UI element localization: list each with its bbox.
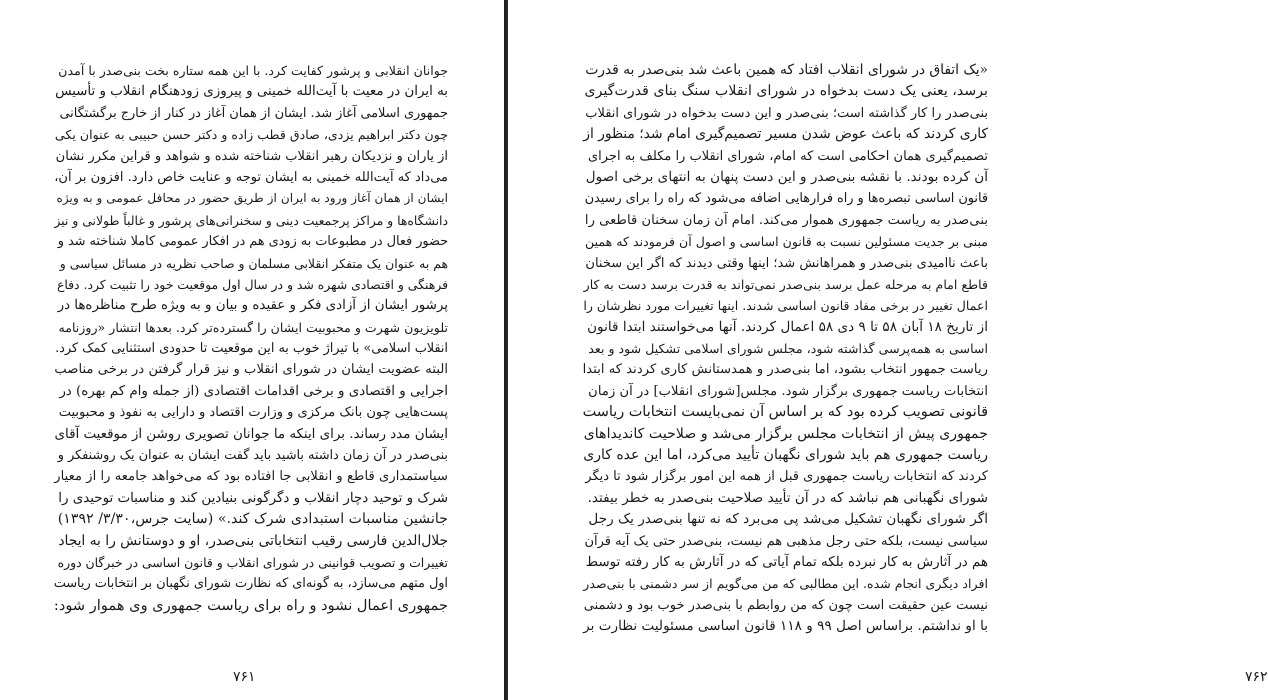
text-line: جمهوری اعمال نشود و راه برای ریاست جمهوری وی هموار شود: bbox=[53, 596, 448, 614]
text-line: جانشین مناسبات استبدادی شرک کند.» (سایت جرس،۳/۳۰/ ۱۳۹۲) bbox=[57, 511, 448, 528]
text-line: تغییرات و تصویب قوانینی در شورای انقلاب و قانون اساسی در خبرگان دوره bbox=[57, 554, 448, 570]
right-page-text-body bbox=[583, 60, 988, 638]
right-book-page bbox=[509, 0, 1268, 700]
text-line: البته عضویت ایشان در شورای انقلاب و نیز قرار گرفتن در برخی مناصب bbox=[54, 362, 448, 378]
text-line: ریاست جمهور انتخاب بشود، اما بنی‌صدر و همدستانش کاری کردند که ابتدا bbox=[582, 362, 988, 378]
text-line: شرک و توحید دچار انقلاب و دگرگونی بنیادین کند و مناسبات توحیدی را bbox=[58, 490, 448, 506]
text-line: کردند که انتخابات ریاست جمهوری قبل از همه این امور برگزار شود تا دیگر bbox=[585, 469, 988, 485]
text-line: باعث ناامیدی بنی‌صدر و همراهانش شد؛ اینها وقتی دیدند که اگر این سخنان bbox=[585, 255, 988, 271]
text-line: اگر شورای نگهبان تشکیل می‌شد پی می‌برد که نه تنها بنی‌صدر یک رجل bbox=[588, 511, 988, 528]
text-line: چون دکتر ابراهیم یزدی، صادق قطب زاده و دکتر حسن حبیبی به عنوان یکی bbox=[54, 127, 448, 143]
left-page-number: ۷۶۱ bbox=[233, 669, 256, 685]
text-line: قاطع امام به مرحله عمل برسد بنی‌صدر نمی‌تواند به قدرت برسد دست به کار bbox=[583, 276, 988, 292]
text-line: مبنی بر جدیت مسئولین نسبت به قانون اساسی و اصول آن فرمودند که همین bbox=[584, 234, 988, 250]
text-line: به ایران در معیت با آیت‌الله خمینی و پیروزی زودهنگام انقلاب و تأسیس bbox=[55, 84, 448, 100]
text-line: اول متهم می‌سازد، به گونه‌ای که نظارت شورای نگهبان بر انتخابات ریاست bbox=[53, 576, 448, 592]
text-line: قانون اساسی تبصره‌ها و راه فرارهایی اضافه می‌شود که راه را برای رسیدن bbox=[584, 191, 988, 207]
text-line: تلویزیون شهرت و محبوبیت ایشان را گسترده‌تر کرد. بعدها انتشار «روزنامه bbox=[58, 319, 448, 335]
text-line: اجرایی و اقتصادی و برخی اقدامات اقتصادی (از جمله وام کم بهره) در bbox=[59, 383, 448, 399]
text-line: افراد دیگری انجام شده. این مطالبی که من می‌گویم از سر دشمنی با بنی‌صدر bbox=[583, 576, 988, 592]
right-page-number: ۷۶۲ bbox=[1245, 669, 1268, 685]
text-line: انتخابات ریاست جمهوری برگزار شود. مجلس[شورای انقلاب] در آن زمان bbox=[588, 383, 988, 399]
text-line: ایشان از همان آغاز ورود به ایران از طریق حضور در محافل عمومی و به ویژه bbox=[56, 191, 448, 206]
text-line: با او نداشتم. براساس اصل ۹۹ و ۱۱۸ قانون اساسی مسئولیت نظارت بر bbox=[583, 618, 988, 635]
text-line: بنی‌صدر به ریاست جمهوری هموار می‌کند. امام آن زمان سخنان قاطعی را bbox=[584, 212, 988, 228]
text-line: بنی‌صدر را کار گذاشته است؛ بنی‌صدر و این دست بدخواه در شورای انقلاب bbox=[585, 105, 988, 121]
text-line: جوانان انقلابی و پرشور کفایت کرد. با این همه ستاره بخت بنی‌صدر با آمدن bbox=[58, 63, 448, 78]
text-line: کاری کردند که باعث عوض شدن مسیر تصمیم‌گیری امام شد؛ منظور از bbox=[583, 126, 988, 143]
text-line: از تاریخ ۱۸ آبان ۵۸ تا ۹ دی ۵۸ اعمال کردند. آنها می‌خواستند ابتدا قانون bbox=[587, 318, 988, 335]
text-line: سیاسی نیست، بلکه حتی رجل مذهبی هم نیست، بنی‌صدر حتی یک آیه قرآن bbox=[584, 533, 988, 549]
text-line: می‌داد که آیت‌الله خمینی به ایشان توجه و عنایت خاص دارد. افزون بر آن، bbox=[54, 169, 448, 185]
text-line: حضور فعال در مطبوعات به زودی هم در افکار عمومی کاملا شناخته شد و bbox=[57, 234, 448, 250]
text-line: فرهنگی و اقتصادی شهره شد و در سال اول موقعیت خود را تثبیت کرد. دفاع bbox=[56, 276, 448, 292]
text-line: «یک اتفاق در شورای انقلاب افتاد که همین باعث شد بنی‌صدر به قدرت bbox=[585, 62, 988, 78]
text-line: دانشگاه‌ها و مراکز پرجمعیت دینی و سخنرانی‌های پرشور و غالباً طولانی و نیز bbox=[54, 212, 448, 228]
text-line: هم در آثارش به کار نبرده بلکه تمام آیاتی که در آثارش به کار رفته توسط bbox=[585, 554, 988, 570]
text-line: بنی‌صدر در آن زمان داشته باشید باید گفت ایشان به عنوان یک روشنفکر و bbox=[57, 448, 448, 464]
text-line: از یاران و نزدیکان رهبر انقلاب شناخته شده و شواهد و قراین مکرر نشان bbox=[55, 148, 448, 164]
text-line: هم به عنوان یک متفکر انقلابی مسلمان و صاحب نظریه در مسائل سیاسی و bbox=[59, 255, 448, 271]
text-line: جلال‌الدین فارسی رقیب انتخاباتی بنی‌صدر، او و دوستانش را به ایجاد bbox=[58, 532, 448, 549]
text-line: سیاستمداری قاطع و انقلابی جا افتاده بود که می‌خواهد جامعه را از معیار bbox=[54, 469, 448, 485]
text-line: جمهوری پیش از انتخابات مجلس برگزار می‌شد و صلاحیت کاندیداهای bbox=[583, 425, 988, 442]
text-line: پرشور ایشان از آزادی فکر و عقیده و بیان و به ویژه طرح مناظره‌ها در bbox=[57, 298, 448, 314]
text-line: اساسی به همه‌پرسی گذاشته شود، مجلس شورای اسلامی تشکیل شود و بعد bbox=[588, 341, 988, 357]
text-line: شورای نگهبانی هم نباشد که در آن تأیید صلاحیت بنی‌صدر به خطر بیفتد. bbox=[587, 489, 988, 506]
left-page-text-body bbox=[54, 60, 448, 616]
text-line: آن کرده بودند. با نقشه بنی‌صدر و این دست پنهان به انتهای برخی اصول bbox=[585, 168, 988, 185]
text-line: قانونی تصویب کرده بود که بر اساس آن نمی‌بایست انتخابات ریاست bbox=[582, 404, 988, 421]
text-line: جمهوری اسلامی آغاز شد. ایشان از همان آغاز در کنار از خارج برگشتگانی bbox=[59, 105, 448, 121]
left-book-page bbox=[0, 0, 503, 700]
text-line: انقلاب اسلامی» با تیراژ خوب به این موقعیت تا حدودی استثنایی کمک کرد. bbox=[55, 341, 448, 357]
text-line: برسد، یعنی یک دست بدخواه در شورای انقلاب سنگ بنای قدرت‌گیری bbox=[584, 83, 988, 100]
text-line: نیست عین حقیقت است چون که من روابطم با بنی‌صدر خوب بود و دشمنی bbox=[583, 597, 988, 613]
text-line: اعمال تغییر در برخی مفاد قانون اساسی شدند. اینها تغییرات مورد نظرشان را bbox=[583, 298, 988, 314]
text-line: ایشان مدد رساند. برای اینکه ما جوانان تصویری روشن از موقعیت آقای bbox=[54, 426, 448, 442]
text-line: تصمیم‌گیری همان احکامی است که امام، شورای انقلاب را مکلف به اجرای bbox=[587, 148, 988, 164]
text-line: ریاست جمهوری هم باید شورای نگهبان تأیید می‌کرد، اما این عده کاری bbox=[583, 447, 988, 464]
text-line: پست‌هایی چون بانک مرکزی و وزارت اقتصاد و دارایی به نفوذ و محبوبیت bbox=[58, 405, 448, 421]
